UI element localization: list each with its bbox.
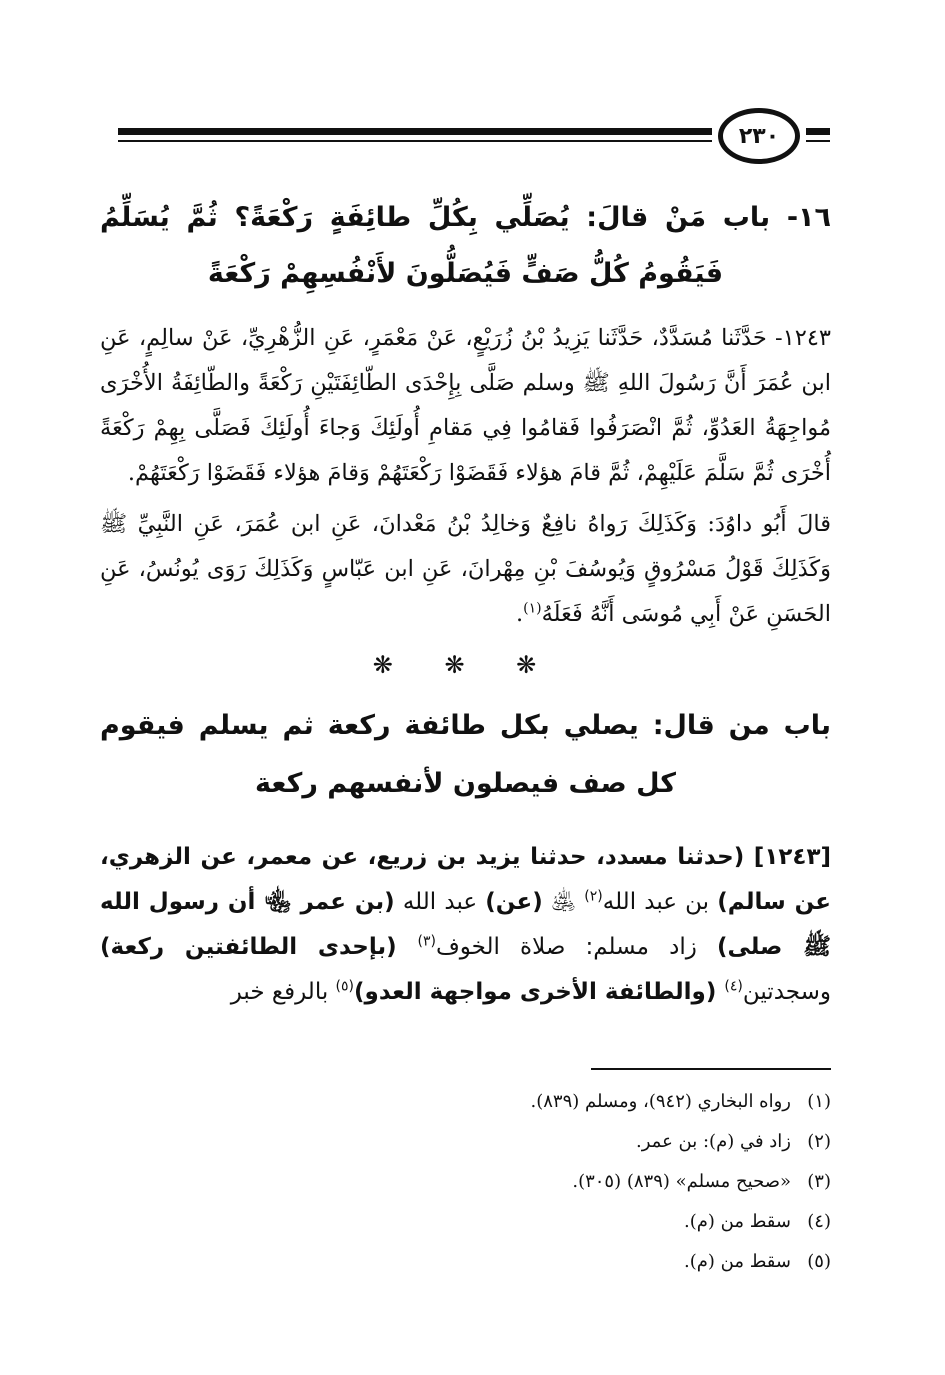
header-rule-right-thick (806, 128, 830, 135)
footnote-item (530, 1202, 831, 1242)
footnote-text: سقط من (م). (684, 1251, 791, 1272)
page-number: ٢٣٠ (718, 108, 800, 164)
footnote-text: رواه البخاري (٩٤٢)، ومسلم (٨٣٩). (530, 1091, 791, 1112)
footnote-ref-2: (٢) (584, 888, 603, 905)
commentary-text (100, 835, 831, 1015)
commentary-plain-4: وسجدتين (742, 979, 831, 1005)
commentary-honorific: ﵁ (542, 889, 585, 915)
header-rule-right-thin (806, 140, 830, 142)
footnote-number: (٥) (807, 1251, 831, 1272)
commentary-plain-1: بن عبد الله (602, 889, 718, 915)
footnote-item (530, 1162, 831, 1202)
section-separator: ❋ ❋ ❋ (372, 651, 559, 679)
commentary-plain-5: بالرفع خبر (230, 979, 336, 1005)
abu-dawud-note-end: . (515, 601, 524, 627)
footnote-text: «صحيح مسلم» (٨٣٩) (٣٠٥). (572, 1171, 791, 1192)
footnote-ref-3: (٣) (417, 933, 436, 950)
chapter-heading: ١٦- باب مَنْ قالَ: يُصَلِّي بِكُلِّ طائِفَةٍ رَكْعَةً؟ ثُمَّ يُسَلِّمُ فَيَقُومُ كُلُّ صَفٍّ فَيُصَلُّونَ لأَنْفُسِهِمْ رَكْعَةً (100, 202, 831, 289)
footnote-list (530, 1082, 831, 1282)
footnote-ref-5: (٥) (335, 978, 355, 995)
footnote-item (530, 1122, 831, 1162)
header-rule-thick (118, 128, 712, 135)
commentary-plain-3: زاد مسلم: صلاة الخوف (435, 934, 717, 960)
commentary-quote-1: [١٢٤٣] (حدثنا مسدد، حدثنا يزيد بن زريع، عن معمر، عن الزهري، عن سالم) (100, 844, 831, 915)
commentary-quote-4: (بإحدى الطائفتين ركعة) (100, 934, 418, 960)
footnote-ref-4: (٤) (724, 978, 743, 995)
commentary-quote-3: (بن عمر ﵄ أن رسول الله ﷺ صلى) (100, 889, 831, 960)
page-header (118, 104, 830, 168)
footnote-item (530, 1242, 831, 1282)
footnote-number: (٣) (807, 1171, 831, 1192)
footnote-number: (٢) (807, 1131, 831, 1152)
footnote-number: (١) (807, 1091, 831, 1112)
footnote-text: سقط من (م). (684, 1211, 791, 1232)
commentary-heading: باب من قال: يصلي بكل طائفة ركعة ثم يسلم فيقوم كل صف فيصلون لأنفسهم ركعة (100, 710, 831, 799)
page-content (100, 190, 831, 1015)
abu-dawud-note-text: قالَ أَبُو داوُدَ: وَكَذَلِكَ رَواهُ نافِعٌ وَخالِدُ بْنُ مَعْدانَ، عَنِ ابن عُمَرَ، عَنِ النَّبِيِّ ﷺ وَكَذَلِكَ قَوْلُ مَسْرُوقٍ وَيُوسُفَ بْنِ مِهْرانَ، عَنِ ابن عَبّاسٍ وَكَذَلِكَ رَوَى يُونُسُ، عَنِ الحَسَنِ عَنْ أَبِي مُوسَى أَنَّهُ فَعَلَهُ (100, 511, 831, 627)
footnote-ref-1: (١) (523, 600, 542, 617)
commentary-plain-2: عبد الله (394, 889, 486, 915)
commentary-quote-2: (عن) (485, 889, 543, 915)
footnote-rule (591, 1068, 831, 1070)
abu-dawud-note (100, 502, 831, 637)
header-rule-thin (118, 140, 712, 142)
footnote-text: زاد في (م): بن عمر. (636, 1131, 791, 1152)
hadith-text: ١٢٤٣- حَدَّثَنا مُسَدَّدٌ، حَدَّثَنا يَزِيدُ بْنُ زُرَيْعٍ، عَنْ مَعْمَرٍ، عَنِ الزُّهْرِيِّ، عَنْ سالِمٍ، عَنِ ابن عُمَرَ أَنَّ رَسُولَ اللهِ ﷺ وسلم صَلَّى بِإِحْدَى الطّائِفَتَيْنِ رَكْعَةً والطّائِفَةُ الأُخْرَى مُواجِهَةُ العَدُوِّ، ثُمَّ انْصَرَفُوا فَقامُوا فِي مَقامِ أُولَئِكَ وَجاءَ أُولَئِكَ فَصَلَّى بِهِمْ رَكْعَةً أُخْرَى ثُمَّ سَلَّمَ عَلَيْهِمْ، ثُمَّ قامَ هؤلاء فَقَضَوْا رَكْعَتَهُمْ وَقامَ هؤلاء فَقَضَوْا رَكْعَتَهُمْ. (100, 325, 831, 486)
commentary-quote-5: (والطائفة الأخرى مواجهة العدو) (354, 979, 725, 1005)
footnote-number: (٤) (807, 1211, 831, 1232)
footnote-item (530, 1082, 831, 1122)
